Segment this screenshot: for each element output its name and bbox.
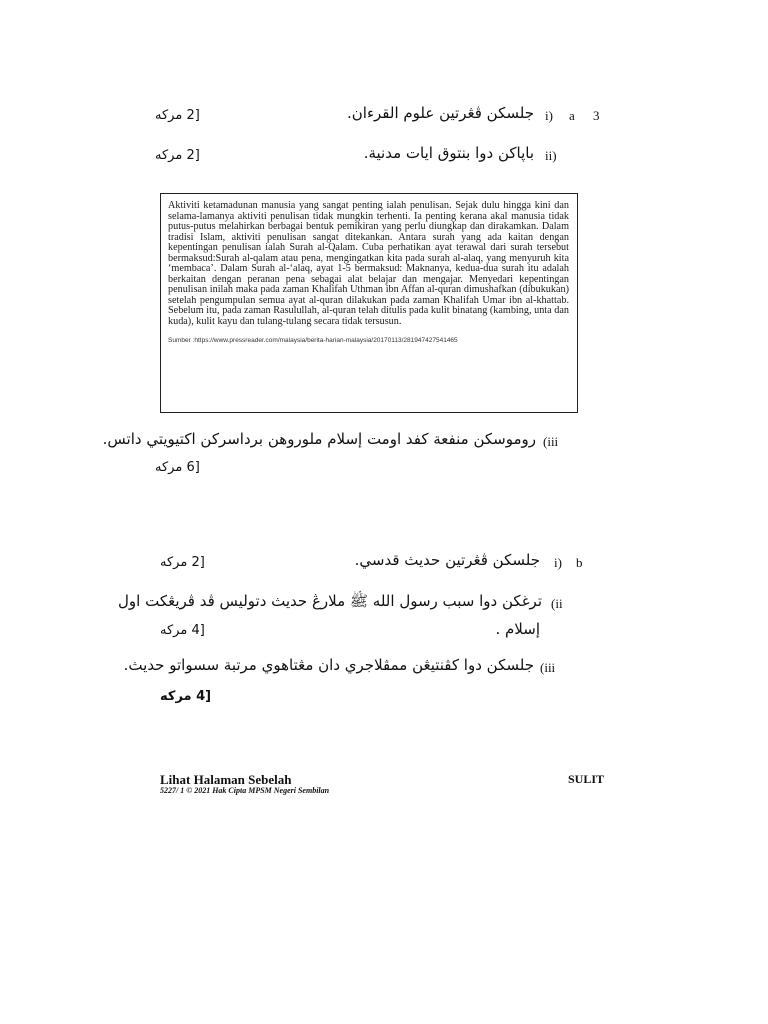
classification-label: SULIT [568,772,605,786]
question-a-iii-text: روموسكن منفعة كفد اومت إسلام ملوروهن برداسركن اكتيويتي داتس. [102,430,536,448]
subpart-label-b-ii: (ii [551,596,563,611]
passage-box [160,193,578,413]
question-b-ii-text-line1: ترغكن دوا سبب رسول الله ﷺ ملارڠ حديث دتوليس ڤد ڤريڠكت اول [118,592,542,610]
marks-b-i: [2 مركه [160,555,205,570]
part-label-b: b [576,555,583,570]
subpart-label-a-ii: ii) [545,148,557,163]
marks-a-ii: [2 مركه [155,148,200,163]
marks-b-ii: [4 مركه [160,623,205,638]
marks-a-iii: [6 مركه [155,460,200,475]
passage-source: Sumber :https://www.pressreader.com/malaysia/berita-harian-malaysia/20170113/281947427541465 [168,337,458,344]
question-b-i-text: جلسكن ڤڠرتين حديث قدسي. [354,551,540,569]
subpart-label-a-i: i) [545,108,553,123]
question-a-ii-text: باڽاكن دوا بنتوق ايات مدنية. [363,144,534,162]
part-label-a: a [569,108,575,123]
subpart-label-a-iii: (iii [543,434,559,449]
subpart-label-b-i: i) [554,555,562,570]
passage-text: Aktiviti ketamadunan manusia yang sangat penting ialah penulisan. Sejak dulu hingga kini dan selama-lamanya aktiviti penulisan tidak mungkin terhenti. Ia penting kerana akal manusia tidak putus-putus melahirkan berbagai bentuk pemikiran yang perlu diungkap dan dirakamkan. Dalam tradisi Islam, aktiviti penulisan sangat ditekankan. Antara surah yang ada kaitan dengan kepentingan penulisan ialah Surah al-Qalam. Cuba perhatikan ayat terawal dari surah tersebut bermaksud:Surah al-qalam atau pena, mengingatkan kita pada surah al-alaq, yang menyuruh kita ‘membaca’. Dalam Surah al-‘alaq, ayat 1-5 bermaksud: Maknanya, kedua-dua surah itu adalah berkaitan dengan peranan pena sebagai alat belajar dan mengajar. Menyedari kepentingan penulisan inilah maka pada zaman Khalifah Uthman ibn Affan al-quran dimushafkan (dibukukan) setelah pengumpulan semua ayat al-quran dilakukan pada zaman Khalifah Umar ibn al-khattab. Sebelum itu, pada zaman Rasulullah, al-quran telah ditulis pada kulit binatang (kambing, unta dan kuda), kulit kayu dan tulang-tulang secara tidak tersusun. [168,200,569,327]
next-page-note: Lihat Halaman Sebelah [160,772,292,787]
marks-b-iii: [4 مركه [160,689,212,704]
copyright-line: 5227/ 1 © 2021 Hak Cipta MPSM Negeri Sembilan [160,786,330,795]
question-number: 3 [593,108,600,123]
subpart-label-b-iii: (iii [540,660,556,675]
question-b-iii-text: جلسكن دوا كڤنتيڠن ممڤلاجري دان مڠتاهوي مرتبة سسواتو حديث. [123,656,534,674]
question-b-ii-text-line2: إسلام . [495,620,540,638]
question-a-i-text: جلسكن ڤڠرتين علوم القرءان. [347,104,534,122]
marks-a-i: [2 مركه [155,108,200,123]
